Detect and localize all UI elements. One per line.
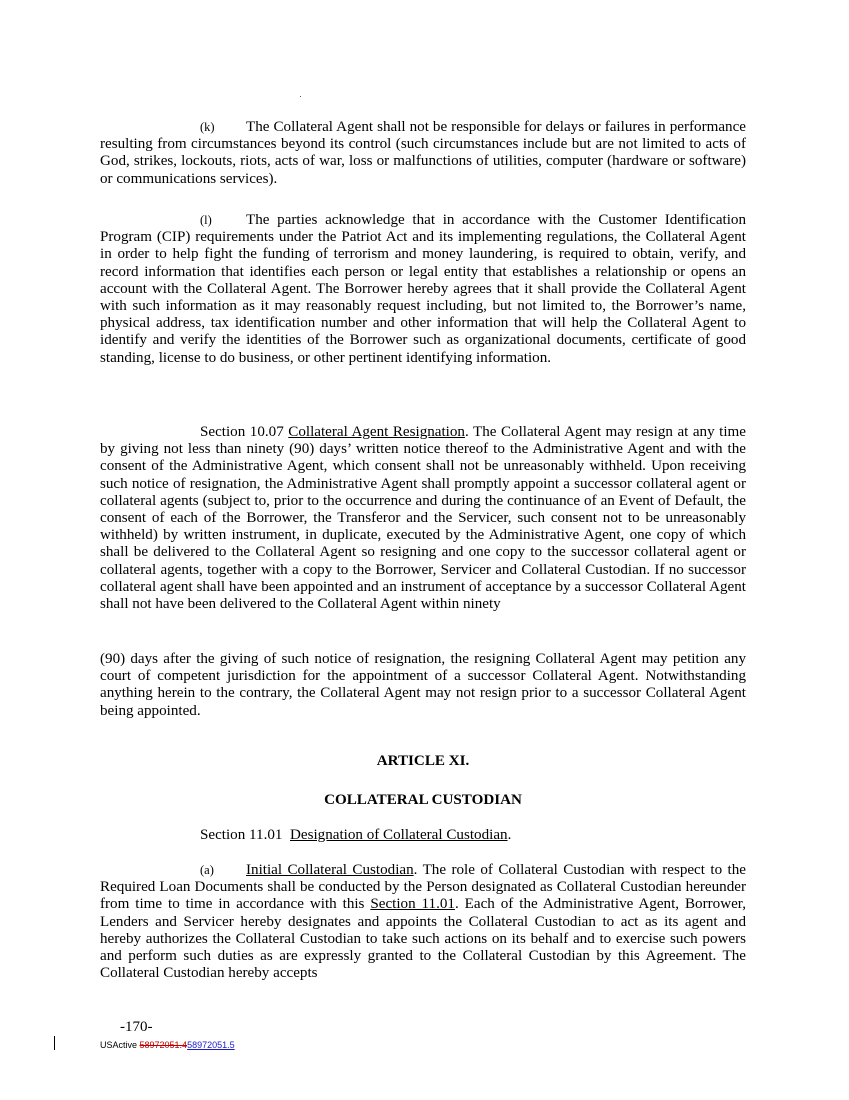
- paragraph-l: [100, 212, 746, 367]
- document-id-prefix: USActive: [100, 1040, 140, 1050]
- page-number: -170-: [120, 1019, 153, 1035]
- section-11-01-title: Designation of Collateral Custodian: [290, 827, 508, 843]
- section-10-07-tail: (90) days after the giving of such notice of resignation, the resigning Collateral Agent may petition any court of competent jurisdiction for the appointment of a successor Collateral Agent. Notwithstanding anything herein to the contrary, the Collateral Agent may not resign prior to a successor Collateral Agent being appointed.: [100, 651, 746, 719]
- section-10-07-title: Collateral Agent Resignation: [288, 424, 465, 440]
- paragraph-k-text: The Collateral Agent shall not be responsible for delays or failures in performance resulting from circumstances beyond its control (such circumstances include but are not limited to acts of God, strikes, lockouts, riots, acts of war, loss or malfunctions of utilities, computer (hardware or software) or communications services).: [100, 119, 746, 187]
- section-10-07: [100, 424, 746, 613]
- revision-bar: [54, 1036, 55, 1050]
- stray-mark: [300, 96, 301, 97]
- paragraph-k-label: (k): [200, 120, 215, 134]
- section-10-07-number: Section 10.07: [200, 424, 284, 440]
- article-title: COLLATERAL CUSTODIAN: [324, 792, 522, 808]
- section-11-01-reference: Section 11.01: [370, 896, 455, 913]
- section-11-01-period: .: [507, 827, 512, 843]
- section-10-07-text: . The Collateral Agent may resign at any time by giving not less than ninety (90) days’ written notice thereof to the Administrative Agent and with the consent of the Administrative Agent, which consent shall not be unreasonably withheld. Upon receiving such notice of resignation, the Administrative Agent shall promptly appoint a successor collateral agent or collateral agents (subject to, prior to the occurrence and during the continuance of an Event of Default, the consent of each of the Borrower, the Transferor and the Servicer, such consent not to be unreasonably withheld) by written instrument, in duplicate, executed by the Administrative Agent, one copy of which shall be delivered to the Collateral Agent so resigning and one copy to the successor collateral agent or collateral agents, together with a copy to the Borrower, Servicer and Collateral Custodian. If no successor collateral agent shall have been appointed and an instrument of acceptance by a successor Collateral Agent shall not have been delivered to the Collateral Agent within ninety: [100, 424, 746, 613]
- document-id-old: 58972051.4: [139, 1040, 188, 1050]
- paragraph-k: [100, 119, 746, 188]
- paragraph-a: [100, 862, 746, 982]
- paragraph-l-text: The parties acknowledge that in accordance with the Customer Identification Program (CIP) requirements under the Patriot Act and its implementing regulations, the Collateral Agent in order to help fight the funding of terrorism and money laundering, is required to obtain, verify, and record information that identifies each person or legal entity that establishes a relationship or opens an account with the Collateral Agent. The Borrower hereby agrees that it shall provide the Collateral Agent with such information as it may reasonably request including, but not limited to, the Borrower’s name, physical address, tax identification number and other information that will help the Collateral Agent to identify and verify the identities of the Borrower such as organizational documents, certificate of good standing, license to do business, or other pertinent identifying information.: [100, 212, 746, 366]
- paragraph-a-text-2: . Each of the Administrative Agent, Borrower, Lenders and Servicer hereby designates and appoints the Collateral Custodian to act as its agent and hereby authorizes the Collateral Custodian to take such actions on its behalf and to exercise such powers and perform such duties as are expressly granted to the Collateral Custodian by this Agreement. The Collateral Custodian hereby accepts: [100, 896, 746, 982]
- document-id: [100, 1040, 235, 1050]
- section-11-01-heading: [200, 827, 511, 844]
- paragraph-a-title: Initial Collateral Custodian: [246, 862, 414, 878]
- paragraph-a-label: (a): [200, 863, 214, 877]
- section-11-01-number: Section 11.01: [200, 827, 283, 843]
- document-id-new: 58972051.5: [187, 1040, 235, 1050]
- paragraph-a-text-1: . The role of Collateral Custodian with respect to the Required Loan Documents shall be conducted by the Person designated as Collateral Custodian hereunder from time to time in accordance with this: [100, 862, 746, 913]
- article-number: ARTICLE XI.: [376, 753, 470, 769]
- paragraph-l-label: (l): [200, 213, 212, 227]
